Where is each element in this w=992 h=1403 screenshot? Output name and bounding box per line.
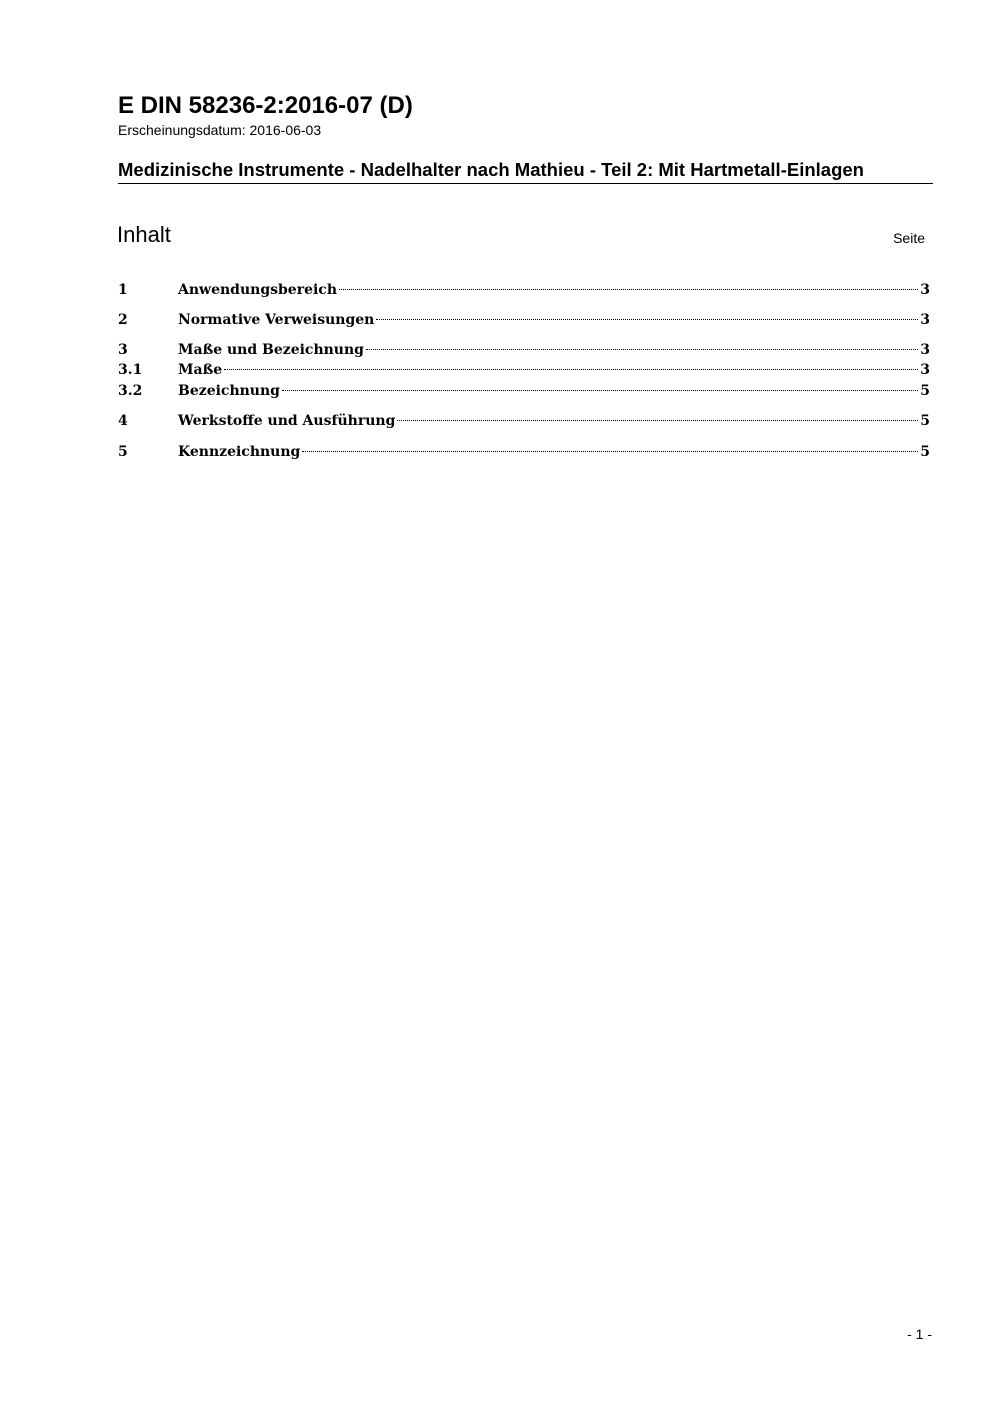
toc-entry-number: 1 <box>118 282 128 298</box>
toc-entry-page: 3 <box>920 362 930 378</box>
toc-leader-dots <box>376 319 918 320</box>
toc-entry-number: 3 <box>118 342 128 358</box>
toc-entry-title: Werkstoffe und Ausführung <box>178 413 396 429</box>
document-title: Medizinische Instrumente - Nadelhalter nach Mathieu - Teil 2: Mit Hartmetall-Einlagen <box>118 158 933 184</box>
toc-leader-dots <box>366 349 918 350</box>
toc-entry-title: Normative Verweisungen <box>178 312 375 328</box>
toc-entry-number: 3.1 <box>118 362 143 378</box>
toc-entry-number: 5 <box>118 444 128 460</box>
toc-entry-page: 3 <box>920 342 930 358</box>
toc-leader-dots <box>397 420 918 421</box>
toc-entry-page: 5 <box>920 413 930 429</box>
toc-entry-title: Kennzeichnung <box>178 444 301 460</box>
toc-entry-title: Maße <box>178 362 223 378</box>
toc-leader-dots <box>339 289 918 290</box>
toc-entry-number: 3.2 <box>118 383 143 399</box>
toc-entry-page: 3 <box>920 282 930 298</box>
toc-entry-title: Maße und Bezeichnung <box>178 342 364 358</box>
toc-entry-3-1[interactable] <box>118 360 930 380</box>
toc-entry-1[interactable] <box>118 280 930 300</box>
toc-leader-dots <box>282 390 918 391</box>
toc-entry-4[interactable] <box>118 411 930 431</box>
toc-entry-2[interactable] <box>118 310 930 330</box>
toc-entry-title: Anwendungsbereich <box>178 282 337 298</box>
page-column-label: Seite <box>893 230 925 246</box>
toc-entry-number: 4 <box>118 413 128 429</box>
toc-entry-5[interactable] <box>118 442 930 462</box>
toc-leader-dots <box>302 451 918 452</box>
toc-entry-page: 5 <box>920 444 930 460</box>
publication-date: Erscheinungsdatum: 2016-06-03 <box>118 122 322 138</box>
toc-entry-number: 2 <box>118 312 128 328</box>
document-id: E DIN 58236-2:2016-07 (D) <box>118 92 413 119</box>
toc-heading: Inhalt <box>117 222 171 247</box>
toc-entry-3[interactable] <box>118 340 930 360</box>
toc-entry-3-2[interactable] <box>118 381 930 401</box>
toc-leader-dots <box>224 369 918 370</box>
page-number: - 1 - <box>907 1326 932 1342</box>
toc-entry-title: Bezeichnung <box>178 383 280 399</box>
toc-entry-page: 5 <box>920 383 930 399</box>
toc-entry-page: 3 <box>920 312 930 328</box>
